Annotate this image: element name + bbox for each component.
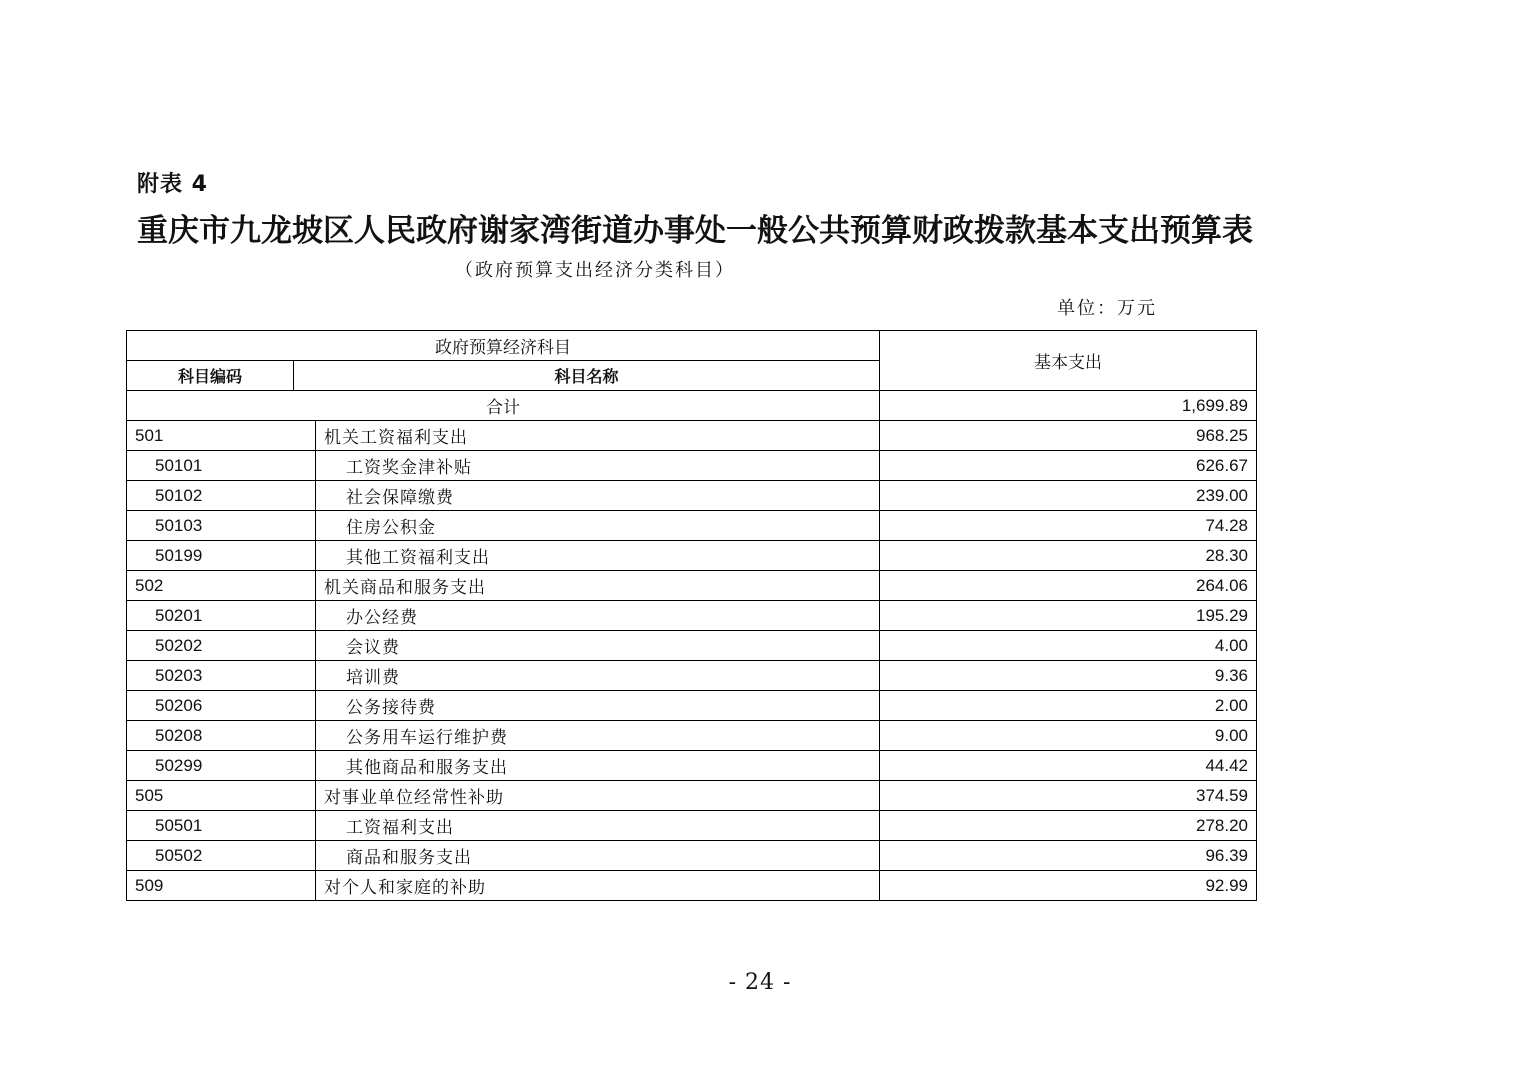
table-row	[127, 721, 1257, 751]
row-amount: 74.28	[880, 511, 1257, 541]
table-row	[127, 631, 1257, 661]
row-code: 50501	[127, 811, 316, 841]
row-code: 50203	[127, 661, 316, 691]
page-title: 重庆市九龙坡区人民政府谢家湾街道办事处一般公共预算财政拨款基本支出预算表	[137, 213, 1253, 249]
row-name: 对事业单位经常性补助	[316, 781, 880, 811]
row-name: 社会保障缴费	[316, 481, 880, 511]
row-name: 工资奖金津补贴	[316, 451, 880, 481]
row-amount: 374.59	[880, 781, 1257, 811]
row-amount: 9.00	[880, 721, 1257, 751]
header-code: 科目编码	[127, 361, 294, 391]
row-code: 50201	[127, 601, 316, 631]
table-row	[127, 691, 1257, 721]
row-amount: 44.42	[880, 751, 1257, 781]
header-name: 科目名称	[294, 361, 880, 391]
row-amount: 4.00	[880, 631, 1257, 661]
table-row	[127, 541, 1257, 571]
table-row	[127, 781, 1257, 811]
row-code: 50202	[127, 631, 316, 661]
unit-label: 单位：万元	[1057, 298, 1157, 319]
row-name: 会议费	[316, 631, 880, 661]
row-name: 对个人和家庭的补助	[316, 871, 880, 901]
total-amount: 1,699.89	[880, 391, 1257, 421]
row-code: 502	[127, 571, 316, 601]
row-amount: 195.29	[880, 601, 1257, 631]
table-row	[127, 481, 1257, 511]
table-row	[127, 571, 1257, 601]
row-amount: 28.30	[880, 541, 1257, 571]
row-amount: 278.20	[880, 811, 1257, 841]
row-amount: 264.06	[880, 571, 1257, 601]
table-row	[127, 871, 1257, 901]
table-row	[127, 811, 1257, 841]
row-code: 50103	[127, 511, 316, 541]
header-amount: 基本支出	[880, 331, 1257, 391]
row-amount: 92.99	[880, 871, 1257, 901]
row-code: 501	[127, 421, 316, 451]
table-row	[127, 841, 1257, 871]
row-amount: 239.00	[880, 481, 1257, 511]
table-row	[127, 451, 1257, 481]
row-code: 50206	[127, 691, 316, 721]
header-group: 政府预算经济科目	[127, 331, 880, 361]
row-amount: 626.67	[880, 451, 1257, 481]
row-amount: 96.39	[880, 841, 1257, 871]
row-code: 50299	[127, 751, 316, 781]
row-amount: 9.36	[880, 661, 1257, 691]
table-row	[127, 511, 1257, 541]
row-code: 505	[127, 781, 316, 811]
table-row	[127, 421, 1257, 451]
table-total-row	[127, 391, 1257, 421]
table-body	[127, 421, 1257, 901]
annex-label: 附表 4	[137, 172, 208, 197]
total-label: 合计	[127, 391, 880, 421]
row-code: 50502	[127, 841, 316, 871]
row-name: 住房公积金	[316, 511, 880, 541]
row-name: 其他商品和服务支出	[316, 751, 880, 781]
row-name: 机关工资福利支出	[316, 421, 880, 451]
row-name: 工资福利支出	[316, 811, 880, 841]
page-number: - 24 -	[728, 970, 792, 995]
table-header-row-1	[127, 331, 1257, 361]
row-amount: 2.00	[880, 691, 1257, 721]
row-name: 公务用车运行维护费	[316, 721, 880, 751]
row-name: 办公经费	[316, 601, 880, 631]
row-amount: 968.25	[880, 421, 1257, 451]
row-code: 50102	[127, 481, 316, 511]
row-name: 机关商品和服务支出	[316, 571, 880, 601]
table-row	[127, 751, 1257, 781]
table-row	[127, 661, 1257, 691]
row-code: 509	[127, 871, 316, 901]
table-row	[127, 601, 1257, 631]
row-code: 50208	[127, 721, 316, 751]
budget-table	[126, 330, 1257, 901]
row-name: 培训费	[316, 661, 880, 691]
row-name: 商品和服务支出	[316, 841, 880, 871]
row-code: 50101	[127, 451, 316, 481]
row-code: 50199	[127, 541, 316, 571]
page-subtitle: （政府预算支出经济分类科目）	[455, 260, 735, 281]
row-name: 其他工资福利支出	[316, 541, 880, 571]
row-name: 公务接待费	[316, 691, 880, 721]
